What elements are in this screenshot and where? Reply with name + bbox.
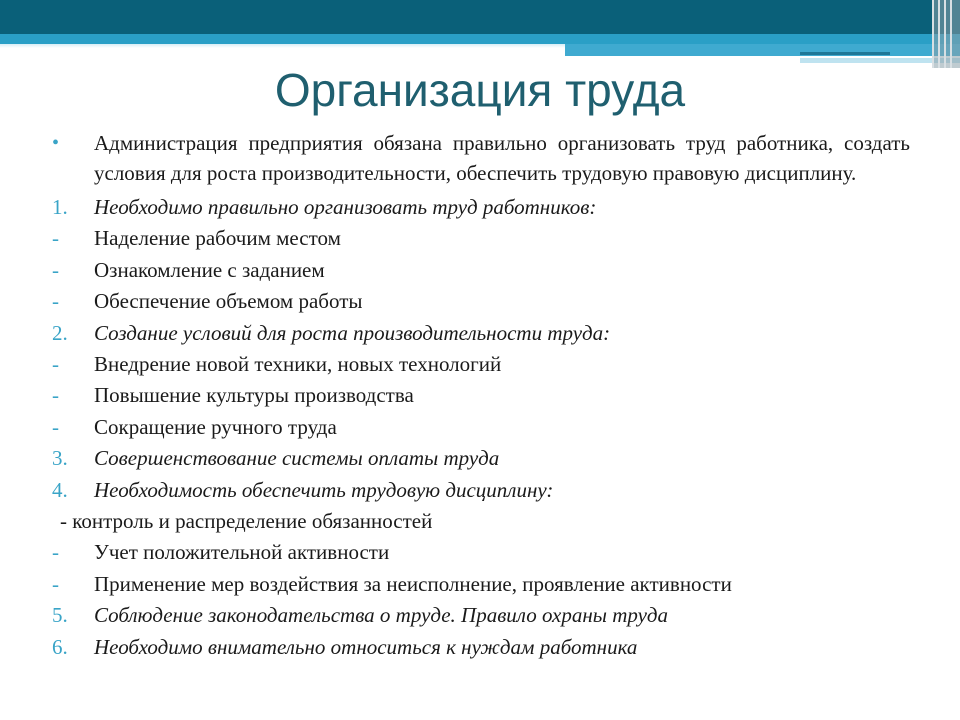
corner-line bbox=[950, 0, 952, 68]
dash-marker: - bbox=[52, 226, 59, 251]
list-item bbox=[50, 569, 910, 600]
intro-text: Администрация предприятия обязана правильно организовать труд работника, создать условия для роста производительности, обеспечить трудовую правовую дисциплину. bbox=[94, 131, 910, 185]
list-item bbox=[50, 349, 910, 380]
list-item-text: Необходимо внимательно относиться к нуждам работника bbox=[94, 634, 638, 659]
list-item-text: Внедрение новой техники, новых технологий bbox=[94, 352, 502, 377]
header-stripe-thin bbox=[800, 52, 890, 55]
dash-marker: - bbox=[52, 383, 59, 408]
list-item-text: Ознакомление с заданием bbox=[94, 257, 325, 282]
list-item bbox=[50, 318, 910, 349]
list-item-text: - контроль и распределение обязанностей bbox=[60, 509, 433, 534]
list-item-text: Повышение культуры производства bbox=[94, 383, 414, 408]
list-item bbox=[50, 475, 910, 506]
list-item-text: Обеспечение объемом работы bbox=[94, 289, 363, 314]
slide-title: Организация труда bbox=[274, 64, 686, 116]
list-item bbox=[50, 223, 910, 254]
list-item bbox=[50, 600, 910, 631]
corner-line bbox=[932, 0, 934, 68]
list-item bbox=[50, 192, 910, 223]
list-item-text: Необходимо правильно организовать труд работников: bbox=[94, 195, 597, 219]
list-item bbox=[50, 506, 910, 537]
list-item-text: Сокращение ручного труда bbox=[94, 414, 337, 439]
dash-marker: - bbox=[52, 352, 59, 377]
dash-marker: - bbox=[52, 289, 59, 314]
list-item bbox=[50, 255, 910, 286]
list-item bbox=[50, 412, 910, 443]
list-item-text: Совершенствование системы оплаты труда bbox=[94, 446, 500, 471]
number-marker: 6. bbox=[52, 634, 68, 659]
number-marker: 1. bbox=[52, 195, 68, 219]
list-item bbox=[50, 443, 910, 474]
dash-marker: - bbox=[52, 571, 59, 596]
list-item bbox=[50, 380, 910, 411]
number-marker: 3. bbox=[52, 446, 68, 471]
slide-content bbox=[50, 128, 910, 663]
corner-line bbox=[944, 0, 946, 68]
corner-line bbox=[938, 0, 940, 68]
list-item-text: Соблюдение законодательства о труде. Правило охраны труда bbox=[94, 603, 669, 628]
list-item-text: Применение мер воздействия за неисполнение, проявление активности bbox=[94, 571, 732, 596]
list-item-text: Создание условий для роста производительности труда: bbox=[94, 320, 611, 345]
number-marker: 5. bbox=[52, 603, 68, 628]
dash-marker: - bbox=[52, 540, 59, 565]
header-stripe bbox=[0, 34, 960, 44]
dash-marker: - bbox=[52, 257, 59, 282]
list-item-text: Учет положительной активности bbox=[94, 540, 390, 565]
list-item-text: Наделение рабочим местом bbox=[94, 226, 341, 251]
dash-marker: - bbox=[52, 414, 59, 439]
bullet-marker: • bbox=[52, 132, 60, 154]
intro-paragraph bbox=[50, 128, 910, 188]
number-marker: 2. bbox=[52, 320, 68, 345]
list-item bbox=[50, 286, 910, 317]
list-item bbox=[50, 537, 910, 568]
number-marker: 4. bbox=[52, 477, 68, 502]
item-list bbox=[50, 192, 910, 663]
header-stripe-right bbox=[565, 44, 960, 56]
list-item-text: Необходимость обеспечить трудовую дисциплину: bbox=[94, 477, 554, 502]
header-shine bbox=[0, 44, 565, 48]
header-band bbox=[0, 0, 960, 34]
list-item bbox=[50, 632, 910, 663]
